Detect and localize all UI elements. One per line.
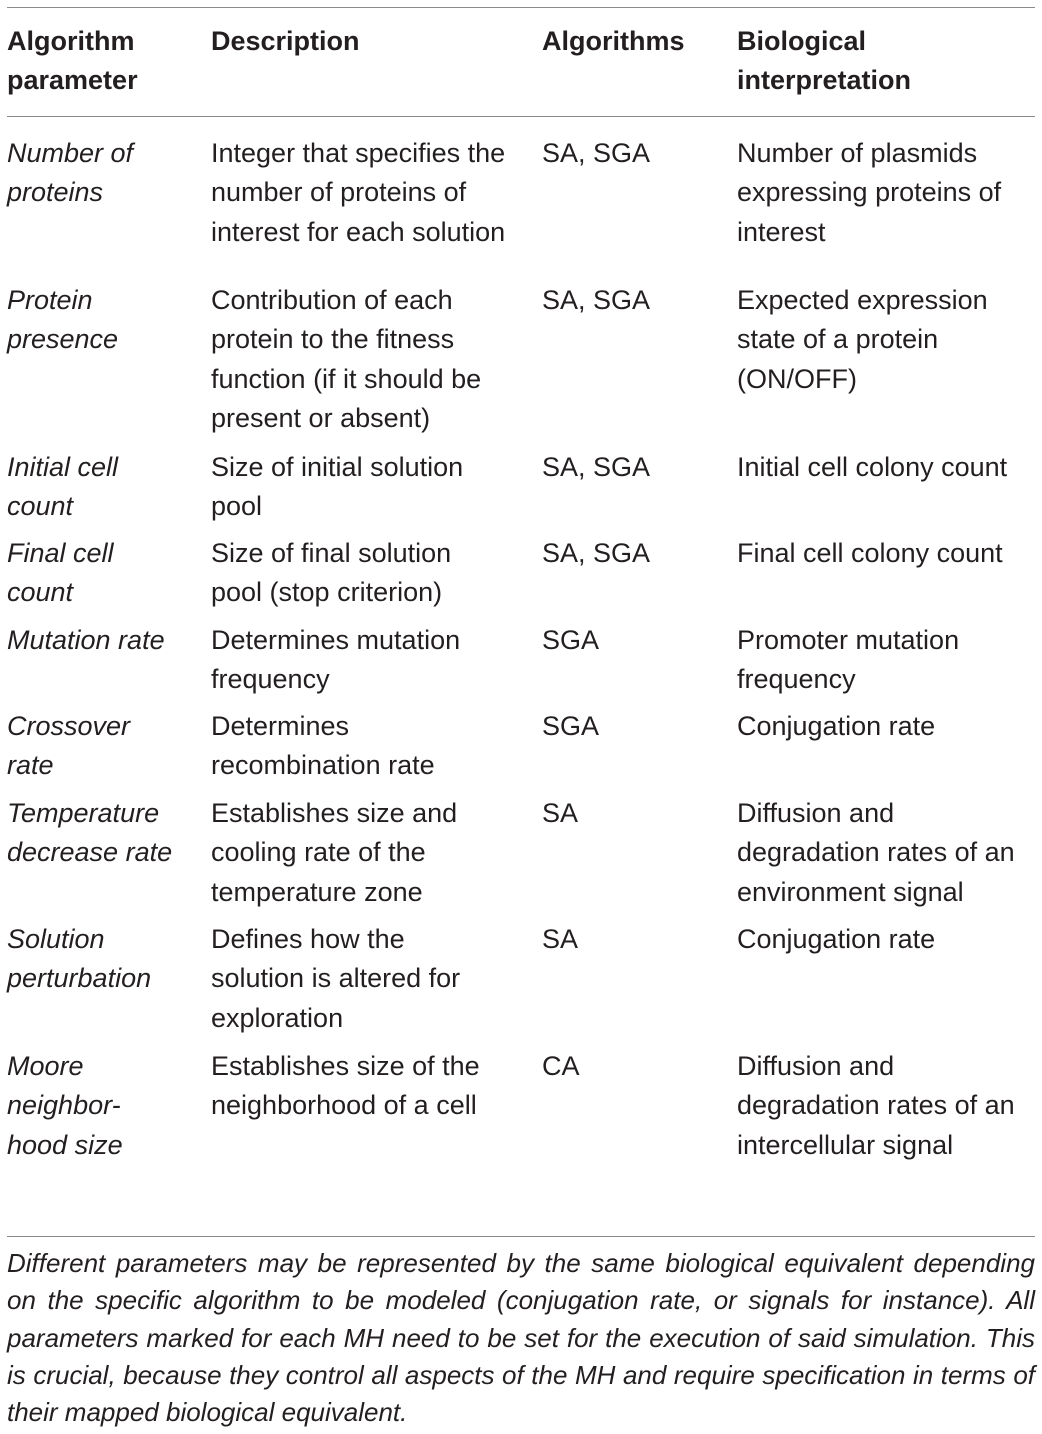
cell-interpretation: Final cell colony count xyxy=(737,538,1003,568)
table-row xyxy=(7,621,1035,707)
table-row xyxy=(7,920,1035,1047)
header-algorithms: Algorithms xyxy=(542,26,685,56)
table-row xyxy=(7,534,1035,621)
cell-parameter: Solution perturbation xyxy=(7,924,152,994)
cell-parameter: Initial cell count xyxy=(7,452,119,522)
cell-description: Defines how the solution is altered for exploration xyxy=(211,924,461,1033)
table-row xyxy=(7,116,1035,281)
cell-interpretation: Conjugation rate xyxy=(737,924,936,954)
cell-interpretation: Expected expression state of a protein (ON/OFF) xyxy=(737,285,988,394)
table-row xyxy=(7,281,1035,448)
cell-algorithms: SGA xyxy=(542,711,600,741)
cell-interpretation: Promoter mutation frequency xyxy=(737,625,960,695)
cell-interpretation: Diffusion and degradation rates of an environment signal xyxy=(737,798,1015,907)
header-interpretation: Biological interpretation xyxy=(737,26,912,95)
cell-interpretation: Initial cell colony count xyxy=(737,452,1008,482)
table-row xyxy=(7,707,1035,794)
cell-description: Establishes size and cooling rate of the temperature zone xyxy=(211,798,458,907)
cell-parameter: Protein presence xyxy=(7,285,119,355)
cell-description: Determines mutation frequency xyxy=(211,625,461,695)
table-row xyxy=(7,1047,1035,1219)
cell-description: Contribution of each protein to the fitness function (if it should be present or absent) xyxy=(211,285,482,433)
cell-algorithms: SA, SGA xyxy=(542,285,651,315)
parameters-table xyxy=(7,0,1035,1219)
table-header-row xyxy=(7,0,1035,116)
cell-algorithms: SA xyxy=(542,798,579,828)
cell-interpretation: Conjugation rate xyxy=(737,711,936,741)
cell-description: Determines recombination rate xyxy=(211,711,435,781)
table-row xyxy=(7,794,1035,920)
cell-algorithms: SA, SGA xyxy=(542,452,651,482)
cell-algorithms: SA xyxy=(542,924,579,954)
header-parameter: Algorithm parameter xyxy=(7,26,138,95)
bottom-rule xyxy=(7,1236,1035,1237)
cell-algorithms: SA, SGA xyxy=(542,138,651,168)
cell-parameter: Crossover rate xyxy=(7,711,131,781)
table-row xyxy=(7,448,1035,534)
cell-description: Size of final solution pool (stop criterion) xyxy=(211,538,452,608)
cell-interpretation: Diffusion and degradation rates of an intercellular signal xyxy=(737,1051,1015,1160)
cell-parameter: Moore neighbor-hood size xyxy=(7,1051,123,1160)
cell-algorithms: SGA xyxy=(542,625,600,655)
cell-algorithms: CA xyxy=(542,1051,580,1081)
cell-parameter: Mutation rate xyxy=(7,625,165,655)
cell-description: Establishes size of the neighborhood of a cell xyxy=(211,1051,480,1121)
cell-parameter: Final cell count xyxy=(7,538,114,608)
cell-parameter: Number of proteins xyxy=(7,138,134,208)
cell-description: Integer that specifies the number of proteins of interest for each solution xyxy=(211,138,506,247)
cell-algorithms: SA, SGA xyxy=(542,538,651,568)
table-footnote: Different parameters may be represented by the same biological equivalent depending on the specific algorithm to be modeled (conjugation rate, or signals for instance). All parameters marked for each MH need to be set for the execution of said simulation. This is crucial, because they control all aspects of the MH and require specification in terms of their mapped biological equivalent. xyxy=(7,1248,1035,1428)
header-description: Description xyxy=(211,26,360,56)
cell-interpretation: Number of plasmids expressing proteins of interest xyxy=(737,138,1002,247)
cell-description: Size of initial solution pool xyxy=(211,452,464,522)
cell-parameter: Temperature decrease rate xyxy=(7,798,173,868)
